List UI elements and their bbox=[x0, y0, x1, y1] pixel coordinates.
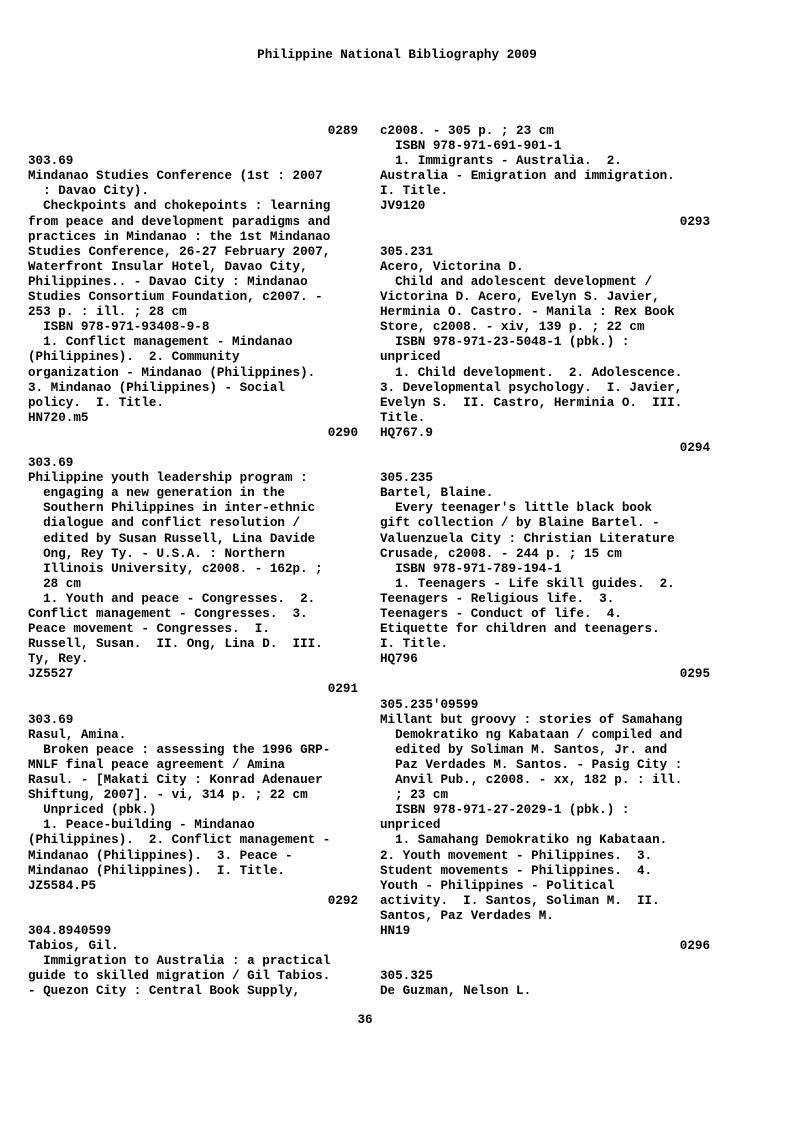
entry-line: 1. Child development. 2. Adolescence. bbox=[380, 365, 683, 380]
entry-line: 303.69 bbox=[28, 154, 74, 169]
entry-line: 305.231 bbox=[380, 244, 433, 259]
entry-line: Bartel, Blaine. bbox=[380, 486, 494, 501]
bibliographic-entry bbox=[380, 939, 710, 999]
entry-line: Child and adolescent development / bbox=[380, 274, 653, 289]
entry-spacer bbox=[380, 230, 710, 245]
entry-line: Peace movement - Congresses. I. bbox=[28, 622, 270, 637]
entry-line: Russell, Susan. II. Ong, Lina D. III. bbox=[28, 637, 323, 652]
entry-line: Waterfront Insular Hotel, Davao City, bbox=[28, 259, 308, 274]
bibliographic-entry bbox=[28, 682, 358, 893]
entry-line: Unpriced (pbk.) bbox=[28, 803, 157, 818]
entry-line: Rasul. - [Makati City : Konrad Adenauer bbox=[28, 773, 323, 788]
entry-line: 1. Immigrants - Australia. 2. bbox=[380, 154, 622, 169]
entry-line: 305.235 bbox=[380, 471, 433, 486]
entry-line: Crusade, c2008. - 244 p. ; 15 cm bbox=[380, 546, 622, 561]
entry-line: Australia - Emigration and immigration. bbox=[380, 169, 675, 184]
entry-line: 1. Samahang Demokratiko ng Kabataan. bbox=[380, 833, 668, 848]
entry-line: activity. I. Santos, Soliman M. II. bbox=[380, 893, 660, 908]
entry-line: from peace and development paradigms and bbox=[28, 214, 331, 229]
entry-line: HQ796 bbox=[380, 652, 418, 667]
entry-line: I. Title. bbox=[380, 637, 449, 652]
entry-number: 0293 bbox=[679, 214, 710, 229]
entry-spacer bbox=[28, 441, 358, 456]
entry-line: 28 cm bbox=[28, 576, 81, 591]
entry-line: JV9120 bbox=[380, 199, 426, 214]
entry-line: c2008. - 305 p. ; 23 cm bbox=[380, 124, 554, 138]
entry-line: unpriced bbox=[380, 818, 441, 833]
entry-number: 0290 bbox=[327, 425, 358, 440]
entry-line: JZ5584.P5 bbox=[28, 878, 97, 893]
entry-line: De Guzman, Nelson L. bbox=[380, 984, 532, 999]
entry-line: policy. I. Title. bbox=[28, 395, 165, 410]
entry-number: 0289 bbox=[327, 124, 358, 138]
entry-line: 3. Mindanao (Philippines) - Social bbox=[28, 380, 285, 395]
entry-line: 1. Youth and peace - Congresses. 2. bbox=[28, 591, 316, 606]
entry-spacer bbox=[28, 139, 358, 154]
entry-line: Tabios, Gil. bbox=[28, 939, 119, 954]
entry-line: Etiquette for children and teenagers. bbox=[380, 622, 660, 637]
entry-line: (Philippines). 2. Conflict management - bbox=[28, 833, 331, 848]
entry-line: : Davao City). bbox=[28, 184, 149, 199]
entry-line: Mindanao (Philippines). I. Title. bbox=[28, 863, 285, 878]
entry-line: guide to skilled migration / Gil Tabios. bbox=[28, 969, 331, 984]
entry-line: organization - Mindanao (Philippines). bbox=[28, 365, 316, 380]
entry-line: Victorina D. Acero, Evelyn S. Javier, bbox=[380, 290, 660, 305]
page-header: Philippine National Bibliography 2009 bbox=[257, 48, 537, 62]
bibliographic-entry bbox=[380, 215, 710, 441]
entry-line: Studies Consortium Foundation, c2007. - bbox=[28, 290, 323, 305]
entry-line: Teenagers - Religious life. 3. bbox=[380, 591, 615, 606]
entry-line: Philippine youth leadership program : bbox=[28, 471, 308, 486]
entry-line: 1. Teenagers - Life skill guides. 2. bbox=[380, 576, 675, 591]
bibliographic-entry bbox=[380, 667, 710, 939]
entry-line: Title. bbox=[380, 410, 426, 425]
bibliographic-entry bbox=[28, 894, 358, 1000]
right-column bbox=[380, 124, 710, 999]
entry-line: I. Title. bbox=[380, 184, 449, 199]
entry-line: - Quezon City : Central Book Supply, bbox=[28, 984, 301, 999]
entry-line: 1. Peace-building - Mindanao bbox=[28, 818, 255, 833]
entry-line: Southern Philippines in inter-ethnic bbox=[28, 501, 316, 516]
entry-line: Paz Verdades M. Santos. - Pasig City : bbox=[380, 757, 683, 772]
entry-spacer bbox=[28, 909, 358, 924]
entry-spacer bbox=[28, 698, 358, 713]
entry-spacer bbox=[380, 954, 710, 969]
entry-line: ISBN 978-971-93408-9-8 bbox=[28, 320, 210, 335]
entry-line: 305.235'09599 bbox=[380, 697, 479, 712]
left-column bbox=[28, 124, 358, 999]
entry-line: 2. Youth movement - Philippines. 3. bbox=[380, 848, 653, 863]
entry-number: 0295 bbox=[679, 667, 710, 682]
entry-line: 305.325 bbox=[380, 969, 433, 984]
entry-line: ISBN 978-971-691-901-1 bbox=[380, 139, 562, 154]
entry-line: Santos, Paz Verdades M. bbox=[380, 908, 554, 923]
entry-line: Herminia O. Castro. - Manila : Rex Book bbox=[380, 305, 675, 320]
entry-line: 304.8940599 bbox=[28, 923, 112, 938]
entry-line: Demokratiko ng Kabataan / compiled and bbox=[380, 727, 683, 742]
entry-line: 253 p. : ill. ; 28 cm bbox=[28, 305, 187, 320]
entry-line: ; 23 cm bbox=[380, 788, 449, 803]
page-number: 36 bbox=[357, 1013, 373, 1027]
entry-line: Anvil Pub., c2008. - xx, 182 p. : ill. bbox=[380, 773, 683, 788]
entry-line: engaging a new generation in the bbox=[28, 486, 285, 501]
entry-line: Store, c2008. - xiv, 139 p. ; 22 cm bbox=[380, 320, 645, 335]
bibliographic-entry bbox=[28, 124, 358, 426]
entry-number: 0292 bbox=[327, 893, 358, 908]
entry-line: Ong, Rey Ty. - U.S.A. : Northern bbox=[28, 546, 285, 561]
entry-line: 3. Developmental psychology. I. Javier, bbox=[380, 380, 683, 395]
entry-line: HQ767.9 bbox=[380, 425, 433, 440]
entry-line: unpriced bbox=[380, 350, 441, 365]
entry-line: Philippines.. - Davao City : Mindanao bbox=[28, 274, 308, 289]
entry-line: MNLF final peace agreement / Amina bbox=[28, 757, 285, 772]
entry-line: Conflict management - Congresses. 3. bbox=[28, 607, 308, 621]
entry-line: Rasul, Amina. bbox=[28, 727, 127, 742]
entry-number: 0291 bbox=[327, 682, 358, 697]
entry-line: Mindanao Studies Conference (1st : 2007 bbox=[28, 169, 323, 184]
entry-line: 1. Conflict management - Mindanao bbox=[28, 335, 293, 350]
entry-line: Broken peace : assessing the 1996 GRP- bbox=[28, 742, 331, 757]
entry-line: (Philippines). 2. Community bbox=[28, 350, 240, 365]
entry-line: edited by Susan Russell, Lina Davide bbox=[28, 531, 316, 546]
entry-line: Youth - Philippines - Political bbox=[380, 878, 615, 893]
bibliographic-entry bbox=[380, 124, 710, 215]
entry-line: 303.69 bbox=[28, 712, 74, 727]
entry-line: HN19 bbox=[380, 923, 411, 938]
entry-line: ISBN 978-971-789-194-1 bbox=[380, 561, 562, 576]
entry-line: edited by Soliman M. Santos, Jr. and bbox=[380, 742, 668, 757]
entry-line: Acero, Victorina D. bbox=[380, 259, 524, 274]
entry-line: Student movements - Philippines. 4. bbox=[380, 863, 653, 878]
entry-spacer bbox=[380, 456, 710, 471]
entry-line: Teenagers - Conduct of life. 4. bbox=[380, 607, 622, 621]
entry-number: 0296 bbox=[679, 939, 710, 954]
entry-line: JZ5527 bbox=[28, 667, 74, 682]
entry-line: Checkpoints and chokepoints : learning bbox=[28, 199, 331, 214]
entry-line: Immigration to Australia : a practical bbox=[28, 954, 331, 969]
entry-line: practices in Mindanao : the 1st Mindanao bbox=[28, 229, 331, 244]
entry-line: Valuenzuela City : Christian Literature bbox=[380, 531, 675, 546]
entry-line: gift collection / by Blaine Bartel. - bbox=[380, 516, 660, 531]
bibliographic-entry bbox=[380, 441, 710, 667]
entry-line: Shiftung, 2007]. - vi, 314 p. ; 22 cm bbox=[28, 788, 308, 803]
entry-line: Mindanao (Philippines). 3. Peace - bbox=[28, 848, 293, 863]
entry-spacer bbox=[380, 682, 710, 697]
entry-line: Every teenager's little black book bbox=[380, 501, 653, 516]
entry-line: ISBN 978-971-27-2029-1 (pbk.) : bbox=[380, 803, 630, 818]
entry-number: 0294 bbox=[679, 440, 710, 455]
entry-line: Millant but groovy : stories of Samahang bbox=[380, 712, 683, 727]
entry-line: Evelyn S. II. Castro, Herminia O. III. bbox=[380, 395, 683, 410]
bibliographic-entry bbox=[28, 426, 358, 683]
entry-line: ISBN 978-971-23-5048-1 (pbk.) : bbox=[380, 335, 630, 350]
entry-line: dialogue and conflict resolution / bbox=[28, 516, 301, 531]
entry-line: Illinois University, c2008. - 162p. ; bbox=[28, 561, 323, 576]
entry-line: Studies Conference, 26-27 February 2007, bbox=[28, 244, 331, 259]
entry-line: 303.69 bbox=[28, 456, 74, 471]
entry-line: Ty, Rey. bbox=[28, 652, 89, 667]
entry-line: HN720.m5 bbox=[28, 410, 89, 425]
